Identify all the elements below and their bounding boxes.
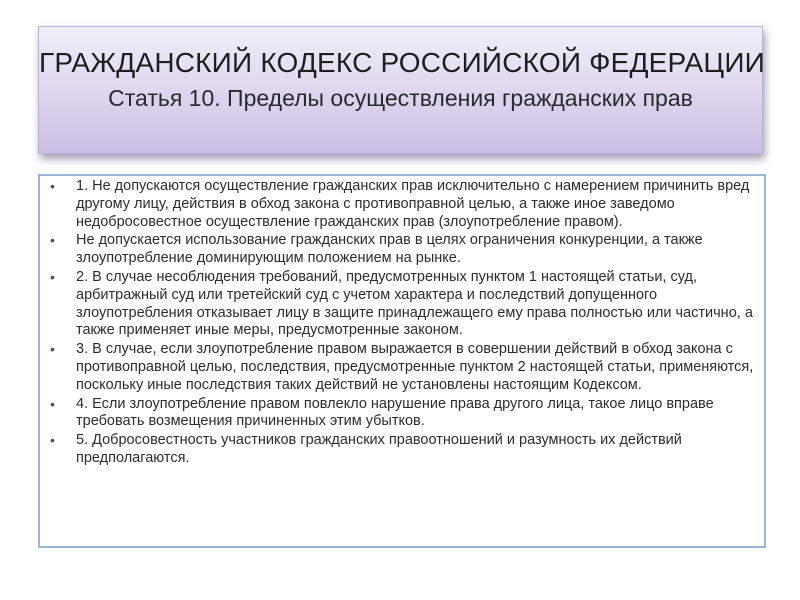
content-panel <box>38 174 766 548</box>
list-item <box>50 232 756 268</box>
page-subtitle: Статья 10. Пределы осуществления гражданских прав <box>108 85 693 111</box>
bullet-icon: • <box>50 432 55 449</box>
bullet-icon: • <box>50 341 55 358</box>
list-item <box>50 396 756 432</box>
list-item-text: 3. В случае, если злоупотребление правом выражается в совершении действий в обход закона с противоправной целью, последствия, предусмотренные пунктом 2 настоящей статьи, применяются, поскольку иные последствия таких действий не установлены настоящим Кодексом. <box>76 341 754 393</box>
list-item <box>50 178 756 231</box>
list-item-text: 5. Добросовестность участников гражданских правоотношений и разумность их действий предполагаются. <box>76 432 682 466</box>
list-item-text: Не допускается использование гражданских прав в целях ограничения конкуренции, а также злоупотребление доминирующим положением на рынке. <box>76 232 703 267</box>
list-item-text: 4. Если злоупотребление правом повлекло нарушение права другого лица, такое лицо вправе требовать возмещения причиненных этим убытков. <box>76 395 714 430</box>
list-item-text: 1. Не допускаются осуществление гражданских прав исключительно с намерением причинить вред другому лицу, действия в обход закона с противоправной целью, а также иное заведомо недобросовестное осуществление гражданских прав (злоупотребление правом). <box>76 178 750 230</box>
bullet-icon: • <box>50 178 55 194</box>
article-list <box>40 176 764 468</box>
list-item <box>50 432 756 468</box>
list-item <box>50 341 756 394</box>
bullet-icon: • <box>50 232 55 249</box>
title-banner <box>38 26 763 154</box>
list-item <box>50 269 756 340</box>
list-item-text: 2. В случае несоблюдения требований, предусмотренных пунктом 1 настоящей статьи, суд, арбитражный суд или третейский суд с учетом характера и последствий допущенного злоупотребления отказывает лицу в защите принадлежащего ему права полностью или частично, а также применяет иные меры, предусмотренные законом. <box>76 268 753 339</box>
page-title: ГРАЖДАНСКИЙ КОДЕКС РОССИЙСКОЙ ФЕДЕРАЦИИ <box>39 47 765 78</box>
bullet-icon: • <box>50 268 55 285</box>
bullet-icon: • <box>50 395 55 412</box>
